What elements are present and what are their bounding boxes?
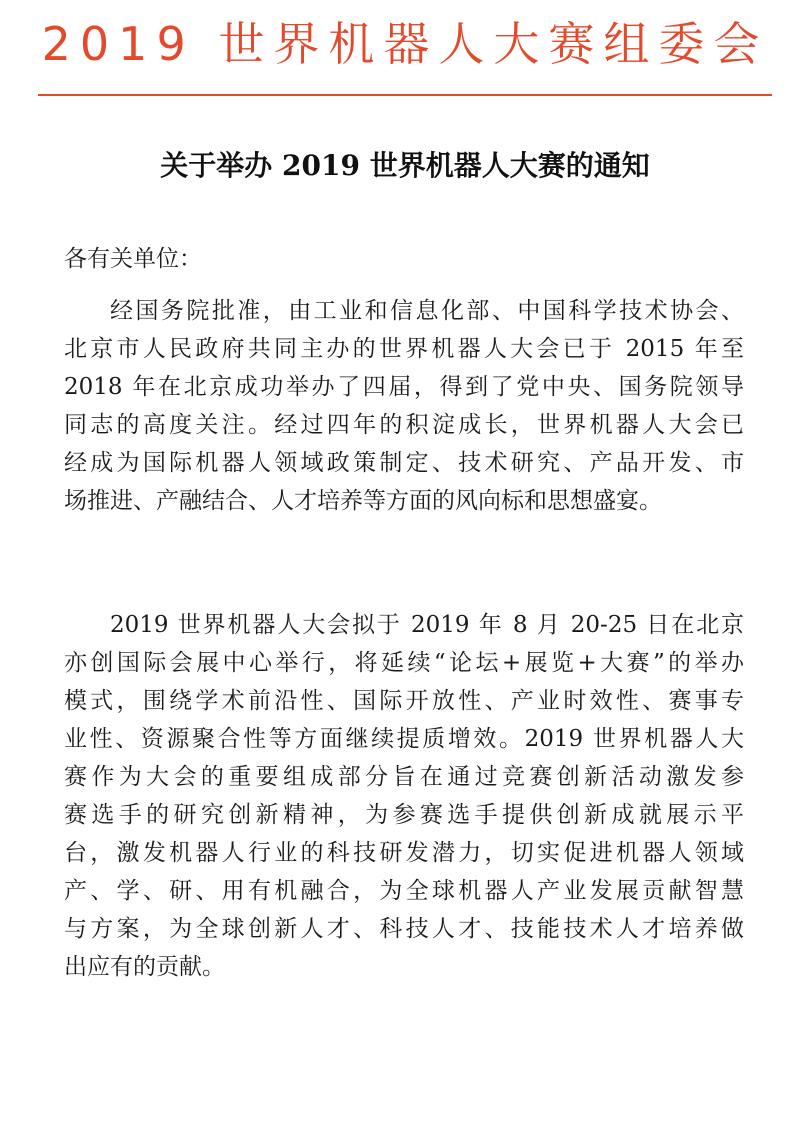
paragraph-line: 业性、资源聚合性等方面继续提质增效。2019 世界机器人大: [64, 726, 744, 752]
paragraph-line: 产、学、研、用有机融合，为全球机器人产业发展贡献智慧: [64, 878, 744, 904]
paragraph-line: 北京市人民政府共同主办的世界机器人大会已于 2015 年至: [64, 336, 744, 362]
paragraph-line: 经国务院批准，由工业和信息化部、中国科学技术协会、: [110, 298, 744, 324]
paragraph-line: 同志的高度关注。经过四年的积淀成长，世界机器人大会已: [64, 412, 744, 438]
paragraph-line: 2019 世界机器人大会拟于 2019 年 8 月 20-25 日在北京: [110, 612, 744, 638]
salutation: 各有关单位：: [64, 246, 202, 272]
paragraph-2: [64, 606, 744, 986]
paragraph-line: 赛作为大会的重要组成部分旨在通过竞赛创新活动激发参: [64, 764, 744, 790]
paragraph-line: 模式，围绕学术前沿性、国际开放性、产业时效性、赛事专: [64, 688, 744, 714]
paragraph-line: 经成为国际机器人领域政策制定、技术研究、产品开发、市: [64, 450, 744, 476]
letterhead-org-name: 2019 世界机器人大赛组委会: [41, 17, 769, 71]
paragraph-line: 台，激发机器人行业的科技研发潜力，切实促进机器人领域: [64, 840, 744, 866]
document-title: 关于举办 2019 世界机器人大赛的通知: [160, 149, 650, 182]
paragraph-line: 2018 年在北京成功举办了四届，得到了党中央、国务院领导: [64, 374, 744, 400]
paragraph-1: [64, 292, 744, 520]
paragraph-line: 赛选手的研究创新精神，为参赛选手提供创新成就展示平: [64, 802, 744, 828]
paragraph-line: 亦创国际会展中心举行，将延续“论坛+展览+大赛”的举办: [64, 650, 744, 676]
letterhead-red-rule: [38, 94, 772, 96]
paragraph-line: 与方案，为全球创新人才、科技人才、技能技术人才培养做: [64, 916, 744, 942]
paragraph-line: 场推进、产融结合、人才培养等方面的风向标和思想盛宴。: [64, 488, 662, 514]
paragraph-line: 出应有的贡献。: [64, 954, 225, 980]
